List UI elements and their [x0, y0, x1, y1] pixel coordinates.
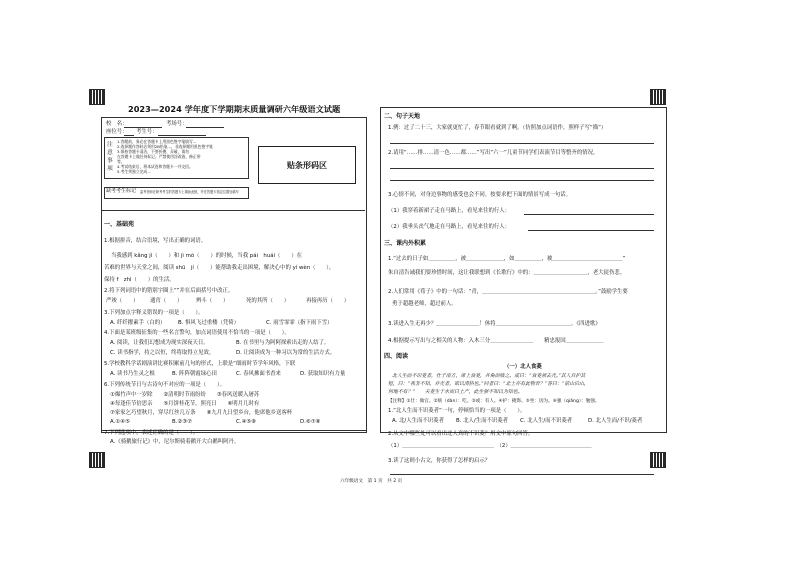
section-4-title: 四、阅读 — [384, 353, 409, 360]
section-2-title: 二、句子天地 — [384, 113, 421, 120]
q5-option-b: B. 阵阵朝霞绿心田 — [172, 371, 217, 377]
qr-code-icon — [89, 452, 105, 468]
q4-option-b: B. 在书里与为阿阿探索出走的人结了。 — [236, 340, 330, 346]
q6-option: B.②③⑦ — [172, 419, 192, 425]
barcode-area[interactable] — [258, 146, 356, 184]
notes-list: 1.答题前，务必在答题卡上用黑色签字笔填写... 2.选择题作答时必须用2B铅笔...，非选择题用黑色签字笔 3.保持答题卡清洁，不要折叠、弄破，请勿 在答题卡上做任何标记。严禁使用涂改液、修正带 等。 4.考试结束后，将本试卷和答题卡一并交回。 5.考生须独立完成... — [117, 139, 213, 174]
r-q4: 1.“过去的日子如＿＿＿＿＿，被＿＿＿＿＿＿＿，如＿＿＿＿＿，被＿＿＿＿＿＿＿＿＿＿＿＿＿” — [388, 256, 626, 262]
q4-option-c: C. 读书指学，持之以恒，终将取得立见效。 — [110, 350, 215, 356]
answer-line — [528, 230, 654, 231]
r-read-q1: 1.“北人生而不识菱者”一句，停顿恰当的一项是（ ）。 — [388, 408, 526, 414]
seat-label: 座位号： — [106, 129, 128, 135]
reading-line: 北人生而不识菱者，仕于南方，席上食菱，并角而啖之。或曰：“食菱须去壳。”其人自护其 — [392, 373, 586, 379]
examinee-label: 考生号： — [136, 129, 158, 135]
q3-option-c: C. 雨雪霏霏（指下雨下雪） — [266, 320, 333, 326]
r-q6: 3.读进入生无再少？＿＿＿＿＿＿＿＿！休将＿＿＿＿＿＿＿＿＿＿＿＿＿＿。《四进歌》 — [388, 321, 601, 327]
q4-option-a: A. 阅读，让我们幻想成为现实深夜天日。 — [110, 340, 209, 346]
r-read-q2-b: （1）＿＿＿＿＿＿＿＿＿＿＿＿＿＿＿＿＿ （2）＿＿＿＿＿＿＿＿＿＿＿＿＿＿＿ — [388, 443, 592, 449]
barcode-area-label: 贴条形码区 — [287, 160, 327, 170]
r-read-q1-option: C. 北人生/而不识菱者 — [520, 418, 573, 424]
exam-title: 2023—2024 学年度下学期期末质量调研六年级语文试题 — [128, 104, 341, 114]
r-q2: 2.请用“……排……清一色……都……”写出“六一”儿童节同学们表演节目等整齐的情况。 — [388, 150, 599, 156]
r-q3: 3.心情不同，对身边事物的感受也会不同。按要求把下面的情景写成一句话。 — [388, 192, 572, 198]
q2-item: 再接再历（ ） — [306, 298, 350, 304]
reading-notes: 【注释】①仕：做官。②啖（dàn）：吃。③或：有人。④护：掩饰。⑤坐：因为。⑥强（qiǎng）：勉强。 — [388, 399, 600, 404]
q6-option: D.⑥⑦⑧ — [300, 419, 321, 425]
qr-code-icon — [650, 452, 666, 468]
header-divider — [101, 210, 365, 211]
reading-line: 短，曰：“我非不知，并壳者，欲以清热也。”问者曰：“北土亦有此物否？”答曰：“前山后山， — [388, 381, 589, 387]
q2-prompt: 2.将下列词语中的错别字圈上“”并在后面括号中改正。 — [104, 288, 234, 294]
r-read-q1-option: D. 北人生而/不识/菱者 — [588, 418, 643, 424]
section-3-title: 三、课内外积累 — [384, 240, 427, 247]
q1-line2: 苦难的世界与天堂之间，阅读 shū jí（ ）能帮助我走出困境，解决心中的 yí wèn（ ）， — [104, 265, 335, 271]
footer: 六年级语文 第 1 页 共 2 页 — [340, 479, 403, 484]
answer-line — [390, 143, 654, 144]
q1-prompt: 1.根据拼音，结合语境，写出正确的词语。 — [104, 238, 207, 244]
answer-line — [524, 214, 654, 215]
notes-title: 注意事项 — [107, 142, 113, 172]
r-q1: 1.例：过了二十三，大家就更忙了，春节眼看就到了啊。（仿照加点词语作，照样子写“描”） — [388, 125, 607, 131]
school-label: 校 名： — [106, 121, 128, 127]
q1-line1: 当我感到 kǎng jì（ ）和 jì mò（ ）的时候，当我 pái huái（ ）在 — [111, 253, 302, 259]
r-read-q1-option: B. 北人/生而不识菱者 — [456, 418, 509, 424]
qr-code-icon — [650, 89, 666, 105]
q6-line1: ①爆竹声中一岁除 ②清明时节雨纷纷 ③春风送暖入屠苏 — [110, 392, 260, 398]
absent-label: 缺考考生标记 — [106, 188, 137, 194]
q5-option-a: A. 读书乃生灵之根 — [110, 371, 155, 377]
q2-item: 死的其所（ ） — [246, 298, 290, 304]
q6-line3: ⑦家家乞巧望秋月，穿尽红丝几万条 ⑧九月九日望乡台，他席他乡送客杯 — [110, 410, 293, 416]
exam-room-label: 考场号： — [166, 121, 188, 127]
reading-title: （一）北人食菱 — [504, 364, 542, 370]
r-q5: 2.人们常用《荀子》中的一句话：“青，＿＿＿＿＿＿＿＿＿＿＿＿＿＿＿＿＿＿＿＿＿。”鼓励学生要 — [388, 289, 628, 295]
absent-note: 监考老师在缺考考生的答题卡上填涂此框，并在答题卡指定位置处填写 — [140, 190, 239, 194]
q7-prompt: 7.下列选项中，表述正确的是（ ）。 — [104, 430, 199, 436]
answer-line — [390, 180, 654, 181]
answer-line — [390, 168, 654, 169]
r-read-q2: 2.从文中哪些处可以看出北人真的不识菱？用文中原句回答。 — [388, 431, 534, 437]
q5-prompt: 5.学校教科学话剧演讲比赛积累前几句的形式，上联是“细雨时节学年风格，下联 — [104, 361, 296, 367]
r-q5-b: 勇于超越老师，超过前人。 — [392, 301, 457, 307]
q3-prompt: 3.下列加点字释义错误的一项是（ ）。 — [104, 310, 204, 316]
q2-item: 辨斗（ ） — [196, 298, 229, 304]
r-q3-1: （1）我穿着新裙子走在马路上，看见来往的行人： — [388, 208, 511, 214]
qr-code-icon — [89, 89, 105, 105]
r-q3-2: （2）我垂头丧气地走在马路上，看见来往的行人： — [388, 224, 511, 230]
r-read-q3: 3.读了这则小古文，你获得了怎样的启示？ — [388, 458, 491, 464]
q3-option-b: B. 惧风飞过重楼（凭倚） — [178, 320, 240, 326]
q6-prompt: 6.下列传统节日与古诗句不对应的一项是（ ）。 — [104, 382, 226, 388]
q2-item: 严竣（ ） — [106, 298, 139, 304]
q5-option-d: D. 获取知识有力量 — [300, 371, 346, 377]
q3-option-a: A. 纤纤擢素手（白的） — [110, 320, 166, 326]
answer-line — [390, 474, 654, 475]
q4-option-d: D. 让阅读成为一种习以为常的生活方式。 — [236, 350, 336, 356]
r-read-q1-option: A. 北/人生而不识菱者 — [392, 418, 444, 424]
q5-option-c: C. 春风拂面书香来 — [236, 371, 281, 377]
q2-item: 通宵（ ） — [150, 298, 183, 304]
q4-prompt: 4.下面是某班级征集的一些名言警句，加点词语使用不恰当的一项是（ ）。 — [104, 330, 290, 336]
q6-option: C.④⑤⑧ — [236, 419, 256, 425]
reading-line: 何地不有？” 夫菱生于水而曰土产，此坐强不知以为知也。 — [388, 389, 523, 395]
r-q7: 4.根据提示写出与之相关的人物：入木三分＿＿＿＿＿＿＿＿ 精忠报国＿＿＿＿＿＿＿ — [388, 338, 604, 344]
q6-line2: ④每逢佳节倍思亲 ⑤月饼桂花节，照亮日 ⑥明月几时有 — [110, 401, 260, 407]
q7-option-a: A.《骑鹅旅行记》中，尼尔斯骑着鹅开大白鹅叫阿丹。 — [110, 439, 240, 445]
q6-option: A.①④⑤ — [110, 419, 130, 425]
section-1-title: 一、基础苑 — [104, 221, 135, 228]
r-q4-b: 朱自清告诫我们要珍惜时间，这让我联想到《长歌行》中的：＿＿＿＿＿＿＿＿＿＿，老大徒伤悲。 — [388, 270, 626, 276]
q1-line3: 保持 f zhì（ ）的生活。 — [104, 277, 175, 283]
